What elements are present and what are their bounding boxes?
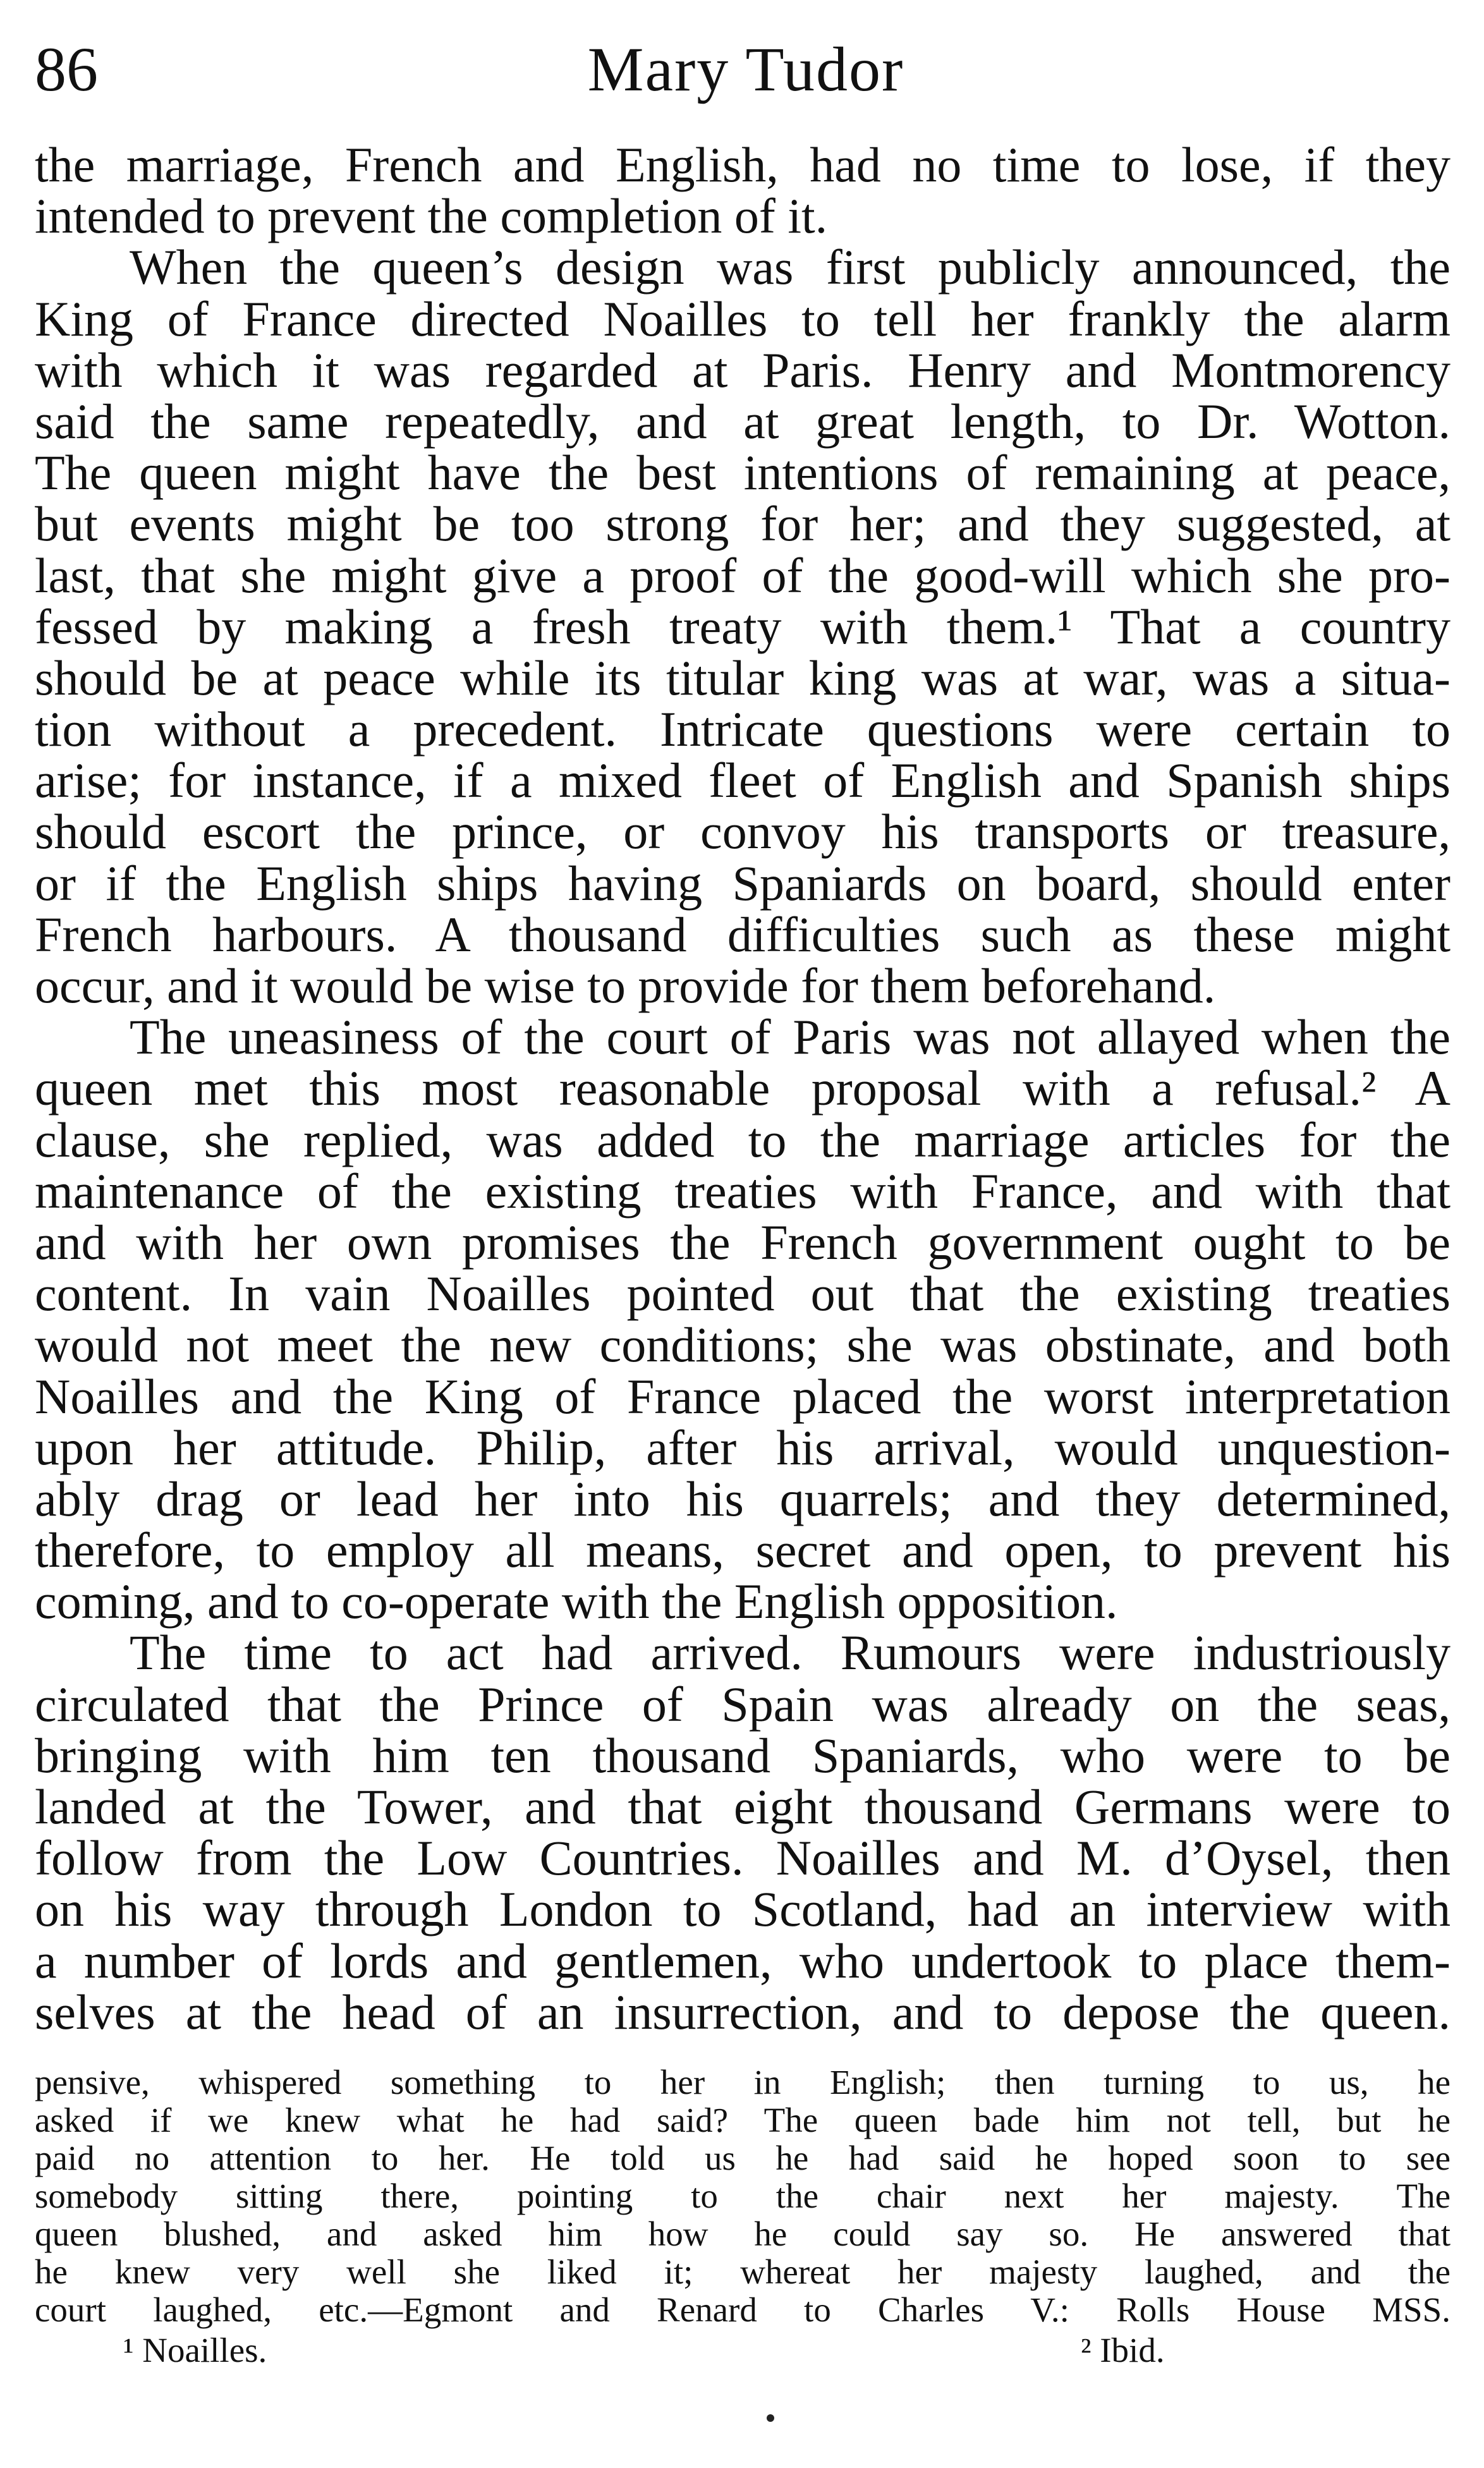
text-line: The queen might have the best intentions of remaining at peace, xyxy=(35,445,1451,501)
footnotes xyxy=(35,2064,1451,2369)
footnote-references xyxy=(35,2331,1451,2369)
text-line: queen met this most reasonable proposal with a refusal.² A xyxy=(35,1061,1451,1116)
text-line: French harbours. A thousand difficulties such as these might xyxy=(35,906,1451,962)
text-line: the marriage, French and English, had no time to lose, if they xyxy=(35,137,1451,192)
text-line: Noailles and the King of France placed the worst interpretation xyxy=(35,1368,1451,1424)
text-line: landed at the Tower, and that eight thousand Germans were to xyxy=(35,1779,1451,1834)
footnote-line: asked if we knew what he had said? The queen bade him not tell, but he xyxy=(35,2101,1451,2139)
page-number: 86 xyxy=(35,34,98,104)
text-line: but events might be too strong for her; and they suggested, at xyxy=(35,496,1451,552)
text-line: clause, she replied, was added to the marriage articles for the xyxy=(35,1112,1451,1167)
text-line: intended to prevent the completion of it. xyxy=(35,188,828,244)
text-line: content. In vain Noailles pointed out that the existing treaties xyxy=(35,1266,1451,1322)
text-line: therefore, to employ all means, secret and open, to prevent his xyxy=(35,1523,1451,1578)
text-line: circulated that the Prince of Spain was already on the seas, xyxy=(35,1676,1451,1732)
text-line: said the same repeatedly, and at great length, to Dr. Wotton. xyxy=(35,393,1451,449)
running-title: Mary Tudor xyxy=(587,34,904,104)
text-line: should escort the prince, or convoy his transports or treasure, xyxy=(35,804,1451,860)
footnote-line: court laughed, etc.—Egmont and Renard to Charles V.: Rolls House MSS. xyxy=(35,2290,1451,2329)
text-line: ably drag or lead her into his quarrels; and they determined, xyxy=(35,1471,1451,1526)
footnote-line: he knew very well she liked it; whereat her majesty laughed, and the xyxy=(35,2252,1451,2291)
footnote-line: pensive, whispered something to her in English; then turning to us, he xyxy=(35,2063,1451,2101)
text-line: should be at peace while its titular king was at war, was a situa- xyxy=(35,650,1451,705)
text-line: maintenance of the existing treaties with France, and with that xyxy=(35,1163,1451,1219)
footnote-line: queen blushed, and asked him how he could say so. He answered that xyxy=(35,2215,1451,2253)
text-line: would not meet the new conditions; she was obstinate, and both xyxy=(35,1317,1451,1373)
text-line: a number of lords and gentlemen, who undertook to place them- xyxy=(35,1933,1451,1988)
text-line: last, that she might give a proof of the good-will which she pro- xyxy=(35,547,1451,603)
page-header xyxy=(35,25,1457,114)
text-line: or if the English ships having Spaniards on board, should enter xyxy=(35,855,1451,911)
text-line: tion without a precedent. Intricate questions were certain to xyxy=(35,702,1451,757)
text-line: The uneasiness of the court of Paris was not allayed when the xyxy=(130,1009,1451,1065)
footnote-ref-2: ² Ibid. xyxy=(1081,2331,1165,2369)
footnote-ref-1: ¹ Noailles. xyxy=(123,2331,267,2369)
footnote-line: paid no attention to her. He told us he had said he hoped soon to see xyxy=(35,2139,1451,2177)
text-line: with which it was regarded at Paris. Henry and Montmorency xyxy=(35,342,1451,398)
text-line: The time to act had arrived. Rumours were industriously xyxy=(130,1625,1451,1681)
text-line: bringing with him ten thousand Spaniards, who were to be xyxy=(35,1727,1451,1783)
footnote-line: somebody sitting there, pointing to the chair next her majesty. The xyxy=(35,2177,1451,2215)
text-line: coming, and to co-operate with the English opposition. xyxy=(35,1574,1118,1629)
body-text xyxy=(35,139,1451,2038)
text-line: arise; for instance, if a mixed fleet of English and Spanish ships xyxy=(35,753,1451,808)
text-line: King of France directed Noailles to tell her frankly the alarm xyxy=(35,291,1451,346)
text-line: upon her attitude. Philip, after his arrival, would unquestion- xyxy=(35,1419,1451,1475)
text-line: fessed by making a fresh treaty with them.¹ That a country xyxy=(35,599,1451,654)
text-line: on his way through London to Scotland, had an interview with xyxy=(35,1881,1451,1937)
text-line: and with her own promises the French government ought to be xyxy=(35,1214,1451,1270)
text-line: follow from the Low Countries. Noailles and M. d’Oysel, then xyxy=(35,1830,1451,1886)
text-line: selves at the head of an insurrection, and to depose the queen. xyxy=(35,1984,1451,2039)
text-line: occur, and it would be wise to provide for them beforehand. xyxy=(35,958,1216,1013)
page-dot-mark xyxy=(767,2414,774,2422)
text-line: When the queen’s design was first publicly announced, the xyxy=(130,240,1451,295)
